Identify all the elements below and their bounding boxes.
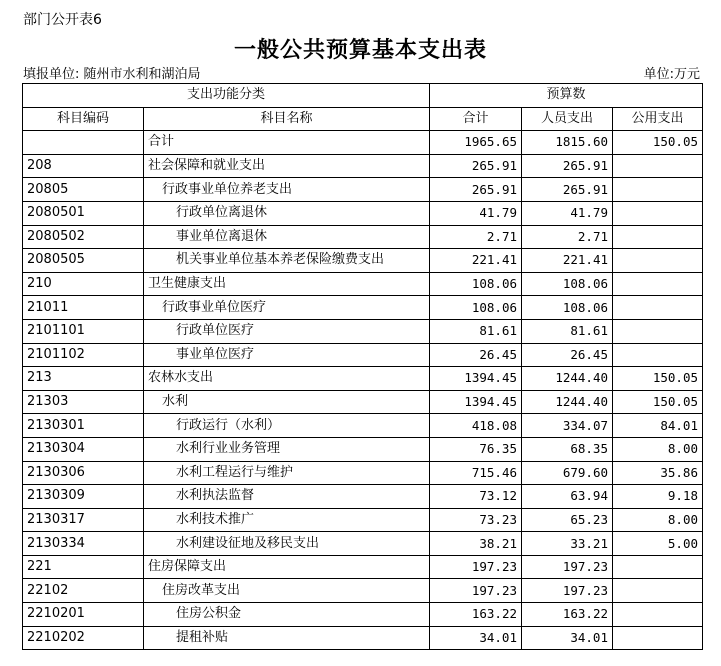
public-cell: [613, 603, 703, 627]
total-cell: 1965.65: [430, 131, 522, 155]
total-cell: 73.12: [430, 485, 522, 509]
code-cell: 21011: [23, 296, 144, 320]
personnel-cell: 163.22: [522, 603, 613, 627]
code-cell: 22102: [23, 579, 144, 603]
public-cell: [613, 272, 703, 296]
code-cell: 210: [23, 272, 144, 296]
code-cell: 20805: [23, 178, 144, 202]
total-cell: 163.22: [430, 603, 522, 627]
personnel-cell: 108.06: [522, 296, 613, 320]
total-cell: 38.21: [430, 532, 522, 556]
name-cell: 合计: [144, 131, 430, 155]
name-cell: 行政运行（水利）: [144, 414, 430, 438]
code-cell: 2130334: [23, 532, 144, 556]
personnel-cell: 34.01: [522, 626, 613, 650]
public-cell: 150.05: [613, 131, 703, 155]
name-cell: 机关事业单位基本养老保险缴费支出: [144, 249, 430, 273]
public-cell: [613, 579, 703, 603]
currency-unit: 单位:万元: [643, 67, 700, 82]
table-row: [23, 296, 703, 320]
total-cell: 81.61: [430, 319, 522, 343]
public-cell: [613, 201, 703, 225]
public-cell: [613, 343, 703, 367]
total-cell: 265.91: [430, 154, 522, 178]
header-personnel: 人员支出: [522, 107, 613, 131]
name-cell: 水利: [144, 390, 430, 414]
name-cell: 行政事业单位养老支出: [144, 178, 430, 202]
public-cell: 35.86: [613, 461, 703, 485]
personnel-cell: 197.23: [522, 579, 613, 603]
table-row: [23, 626, 703, 650]
name-cell: 住房公积金: [144, 603, 430, 627]
personnel-cell: 33.21: [522, 532, 613, 556]
code-cell: [23, 131, 144, 155]
code-cell: 2130309: [23, 485, 144, 509]
personnel-cell: 81.61: [522, 319, 613, 343]
personnel-cell: 1815.60: [522, 131, 613, 155]
name-cell: 社会保障和就业支出: [144, 154, 430, 178]
personnel-cell: 221.41: [522, 249, 613, 273]
code-cell: 2101101: [23, 319, 144, 343]
header-row-group: [23, 84, 703, 108]
code-cell: 21303: [23, 390, 144, 414]
code-cell: 2130301: [23, 414, 144, 438]
name-cell: 水利建设征地及移民支出: [144, 532, 430, 556]
personnel-cell: 65.23: [522, 508, 613, 532]
public-cell: 150.05: [613, 367, 703, 391]
public-cell: 5.00: [613, 532, 703, 556]
name-cell: 住房改革支出: [144, 579, 430, 603]
table-row: [23, 201, 703, 225]
public-cell: [613, 555, 703, 579]
form-label: 部门公开表6: [23, 12, 102, 28]
total-cell: 26.45: [430, 343, 522, 367]
code-cell: 221: [23, 555, 144, 579]
personnel-cell: 265.91: [522, 154, 613, 178]
table-row: [23, 343, 703, 367]
total-cell: 1394.45: [430, 367, 522, 391]
reporting-unit: 填报单位: 随州市水利和湖泊局: [23, 67, 201, 82]
public-cell: [613, 296, 703, 320]
code-cell: 2080505: [23, 249, 144, 273]
table-row: [23, 532, 703, 556]
code-cell: 2210202: [23, 626, 144, 650]
personnel-cell: 26.45: [522, 343, 613, 367]
personnel-cell: 334.07: [522, 414, 613, 438]
total-cell: 108.06: [430, 296, 522, 320]
personnel-cell: 1244.40: [522, 390, 613, 414]
table-row: [23, 178, 703, 202]
public-cell: [613, 154, 703, 178]
public-cell: 8.00: [613, 508, 703, 532]
personnel-cell: 197.23: [522, 555, 613, 579]
personnel-cell: 265.91: [522, 178, 613, 202]
total-cell: 41.79: [430, 201, 522, 225]
name-cell: 水利技术推广: [144, 508, 430, 532]
table-row: [23, 555, 703, 579]
total-cell: 76.35: [430, 437, 522, 461]
name-cell: 提租补贴: [144, 626, 430, 650]
table-row: [23, 414, 703, 438]
public-cell: 150.05: [613, 390, 703, 414]
public-cell: [613, 626, 703, 650]
code-cell: 2080501: [23, 201, 144, 225]
total-cell: 1394.45: [430, 390, 522, 414]
table-row: [23, 485, 703, 509]
name-cell: 住房保障支出: [144, 555, 430, 579]
table-row: [23, 390, 703, 414]
header-public: 公用支出: [613, 107, 703, 131]
name-cell: 水利工程运行与维护: [144, 461, 430, 485]
public-cell: [613, 319, 703, 343]
table-row: [23, 272, 703, 296]
personnel-cell: 108.06: [522, 272, 613, 296]
table-row: [23, 579, 703, 603]
table-row: [23, 603, 703, 627]
table-row: [23, 319, 703, 343]
table-row: [23, 154, 703, 178]
name-cell: 事业单位医疗: [144, 343, 430, 367]
code-cell: 2080502: [23, 225, 144, 249]
table-row: [23, 131, 703, 155]
public-cell: 8.00: [613, 437, 703, 461]
name-cell: 行政事业单位医疗: [144, 296, 430, 320]
total-cell: 2.71: [430, 225, 522, 249]
header-total: 合计: [430, 107, 522, 131]
header-code: 科目编码: [23, 107, 144, 131]
code-cell: 2130306: [23, 461, 144, 485]
name-cell: 水利执法监督: [144, 485, 430, 509]
total-cell: 73.23: [430, 508, 522, 532]
budget-table: [22, 83, 703, 650]
total-cell: 221.41: [430, 249, 522, 273]
table-row: [23, 437, 703, 461]
total-cell: 265.91: [430, 178, 522, 202]
total-cell: 418.08: [430, 414, 522, 438]
total-cell: 108.06: [430, 272, 522, 296]
personnel-cell: 2.71: [522, 225, 613, 249]
code-cell: 213: [23, 367, 144, 391]
code-cell: 2101102: [23, 343, 144, 367]
total-cell: 197.23: [430, 555, 522, 579]
public-cell: 84.01: [613, 414, 703, 438]
table-row: [23, 225, 703, 249]
page-title: 一般公共预算基本支出表: [233, 37, 487, 63]
total-cell: 197.23: [430, 579, 522, 603]
code-cell: 208: [23, 154, 144, 178]
name-cell: 农林水支出: [144, 367, 430, 391]
name-cell: 卫生健康支出: [144, 272, 430, 296]
personnel-cell: 1244.40: [522, 367, 613, 391]
name-cell: 行政单位医疗: [144, 319, 430, 343]
header-row-columns: [23, 107, 703, 131]
name-cell: 事业单位离退休: [144, 225, 430, 249]
code-cell: 2210201: [23, 603, 144, 627]
total-cell: 715.46: [430, 461, 522, 485]
personnel-cell: 68.35: [522, 437, 613, 461]
public-cell: [613, 178, 703, 202]
table-row: [23, 249, 703, 273]
name-cell: 行政单位离退休: [144, 201, 430, 225]
total-cell: 34.01: [430, 626, 522, 650]
table-row: [23, 367, 703, 391]
header-budget: 预算数: [430, 84, 703, 108]
code-cell: 2130317: [23, 508, 144, 532]
personnel-cell: 679.60: [522, 461, 613, 485]
personnel-cell: 41.79: [522, 201, 613, 225]
header-name: 科目名称: [144, 107, 430, 131]
header-func-class: 支出功能分类: [23, 84, 430, 108]
code-cell: 2130304: [23, 437, 144, 461]
table-row: [23, 508, 703, 532]
public-cell: [613, 249, 703, 273]
table-row: [23, 461, 703, 485]
personnel-cell: 63.94: [522, 485, 613, 509]
public-cell: 9.18: [613, 485, 703, 509]
name-cell: 水利行业业务管理: [144, 437, 430, 461]
public-cell: [613, 225, 703, 249]
